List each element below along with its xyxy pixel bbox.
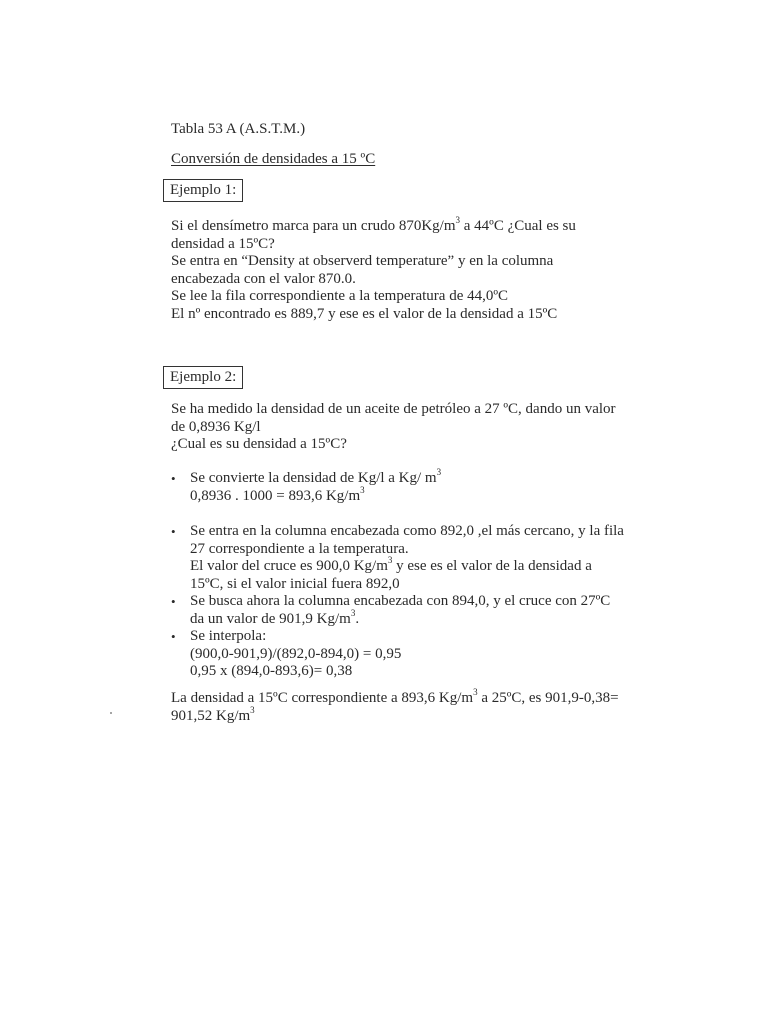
- example-2-label: Ejemplo 2:: [163, 366, 243, 389]
- example-1-line-text: encabezada con el valor 870.0.: [171, 270, 356, 287]
- step-line-text: 0,8936 . 1000 = 893,6 Kg/m: [190, 487, 361, 504]
- step-line-text: Se entra en la columna encabezada como 892,0 ,el más cercano, y la fila: [190, 523, 624, 539]
- step-line: [190, 663, 651, 681]
- step-line: [190, 576, 651, 594]
- step-line-text: Se busca ahora la columna encabezada con 894,0, y el cruce con 27ºC: [190, 593, 611, 609]
- example-1-text: [171, 215, 651, 323]
- step-line: [190, 628, 651, 646]
- example-1-line-text: Si el densímetro marca para un crudo 870Kg/m: [171, 218, 456, 234]
- example-1-line-text: Se lee la fila correspondiente a la temperatura de 44,0ºC: [171, 288, 509, 304]
- superscript: 3: [360, 484, 365, 495]
- superscript: 3: [436, 467, 442, 477]
- example-2-conclusion: [171, 687, 651, 725]
- example-1-label: Ejemplo 1:: [163, 179, 243, 202]
- conclusion-line-text-tail: a 25ºC, es 901,9-0,38=: [477, 690, 619, 706]
- example-1-line: [171, 306, 651, 324]
- step-line: [190, 467, 651, 488]
- superscript: 3: [250, 704, 255, 715]
- spacer: [171, 505, 651, 523]
- superscript: 3: [350, 607, 356, 618]
- example-1-line: [171, 288, 651, 306]
- step-line-text: El valor del cruce es 900,0 Kg/m: [190, 558, 388, 574]
- bullet-icon: •: [171, 629, 176, 644]
- step-item: [171, 628, 651, 681]
- step-line-text-tail: .: [355, 610, 360, 627]
- superscript: 3: [473, 687, 478, 697]
- document-title: Tabla 53 A (A.S.T.M.): [171, 121, 306, 137]
- step-item: [171, 467, 651, 505]
- conclusion-line: [171, 687, 651, 708]
- step-line-text: 27 correspondiente a la temperatura.: [190, 540, 409, 557]
- example-2-intro: [171, 401, 651, 454]
- step-line: [190, 541, 651, 559]
- step-line-text-tail: y ese es el valor de la densidad a: [392, 558, 592, 574]
- example-2-steps: [171, 467, 651, 681]
- step-line-text: 0,95 x (894,0-893,6)= 0,38: [190, 663, 353, 679]
- step-line: [190, 646, 651, 664]
- scan-speck: [110, 712, 112, 714]
- example-1-line: [171, 236, 651, 254]
- bullet-icon: •: [171, 471, 176, 486]
- example-1-line-text: Se entra en “Density at observerd temperature” y en la columna: [171, 253, 554, 269]
- conclusion-line-text: 901,52 Kg/m: [171, 707, 251, 724]
- superscript: 3: [455, 215, 461, 225]
- step-line: [190, 593, 651, 611]
- example-1-line-text-tail: a 44ºC ¿Cual es su: [460, 218, 576, 234]
- example-1-line: [171, 271, 651, 289]
- step-line: [190, 607, 651, 629]
- document-subtitle: Conversión de densidades a 15 ºC: [171, 151, 376, 167]
- step-line-text: Se interpola:: [190, 628, 267, 644]
- step-item: [171, 523, 651, 593]
- step-line: [190, 555, 651, 576]
- conclusion-line: [171, 704, 651, 726]
- step-line-text: (900,0-901,9)/(892,0-894,0) = 0,95: [190, 645, 402, 662]
- bullet-icon: •: [171, 524, 176, 539]
- step-item: [171, 593, 651, 628]
- step-line: [190, 484, 651, 506]
- bullet-icon: •: [171, 594, 176, 609]
- conclusion-line-text: La densidad a 15ºC correspondiente a 893,6 Kg/m: [171, 690, 474, 706]
- example-1-line-text: El nº encontrado es 889,7 y ese es el valor de la densidad a 15ºC: [171, 305, 558, 322]
- step-line-text: Se convierte la densidad de Kg/l a Kg/ m: [190, 470, 437, 486]
- step-line-text: 15ºC, si el valor inicial fuera 892,0: [190, 575, 400, 592]
- step-line: [190, 523, 651, 541]
- example-2-intro-line: ¿Cual es su densidad a 15ºC?: [171, 436, 347, 452]
- example-2-intro-line: de 0,8936 Kg/l: [171, 418, 261, 435]
- example-1-line: [171, 253, 651, 271]
- example-1-line-text: densidad a 15ºC?: [171, 235, 275, 252]
- example-1-line: [171, 215, 651, 236]
- example-2-intro-line: Se ha medido la densidad de un aceite de petróleo a 27 ºC, dando un valor: [171, 401, 616, 417]
- step-line-text: da un valor de 901,9 Kg/m: [190, 610, 351, 627]
- superscript: 3: [387, 555, 393, 565]
